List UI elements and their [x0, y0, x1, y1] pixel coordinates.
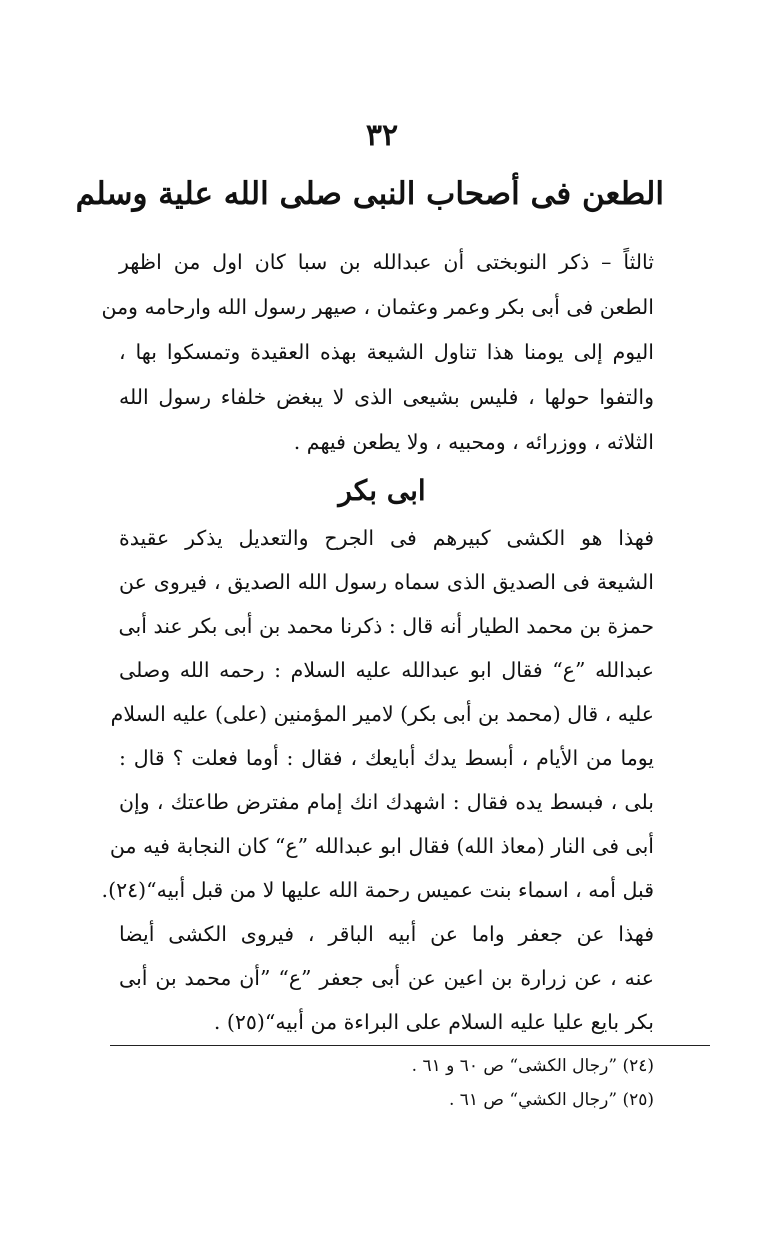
paragraph-line: الطعن فى أبى بكر وعمر وعثمان ، صيهر رسول الله وارحامه ومن [101, 295, 654, 319]
paragraph-line: عنه ، عن زرارة بن اعين عن أبى جعفر ”ع“ ”أن محمد بن أبى [119, 966, 654, 990]
footnote: (٢٤) ”رجال الكشى“ ص ٦٠ و ٦١ . [411, 1056, 654, 1076]
paragraph-line: يوما من الأيام ، أبسط يدك أبايعك ، فقال : أوما فعلت ؟ قال : [119, 746, 654, 770]
paragraph-line: عليه ، قال (محمد بن أبى بكر) لامير المؤمنين (على) عليه السلام [110, 702, 654, 726]
footnote: (٢٥) ”رجال الكشي“ ص ٦١ . [448, 1090, 654, 1110]
paragraph-line: قبل أمه ، اسماء بنت عميس رحمة الله عليها لا من قبل أبيه“(٢٤). [101, 878, 654, 902]
paragraph-line: فهذا عن جعفر واما عن أبيه الباقر ، فيروى الكشى أيضا [119, 922, 654, 946]
paragraph-line: ثالثاً – ذكر النوبختى أن عبدالله بن سبا كان اول من اظهر [119, 250, 654, 274]
paragraph-line: عبدالله ”ع“ فقال ابو عبدالله عليه السلام : رحمه الله وصلى [119, 658, 654, 682]
paragraph-line: بكر بايع عليا عليه السلام على البراءة من أبيه“(٢٥) . [213, 1010, 654, 1034]
paragraph-line: والتفوا حولها ، فليس بشيعى الذى لا يبغض خلفاء رسول الله [119, 385, 654, 409]
chapter-title: الطعن فى أصحاب النبى صلى الله علية وسلم [75, 176, 664, 212]
paragraph-line: فهذا هو الكشى كبيرهم فى الجرح والتعديل يذكر عقيدة [119, 526, 654, 550]
footnote-divider [110, 1045, 710, 1046]
paragraph-line: اليوم إلى يومنا هذا تناول الشيعة بهذه العقيدة وتمسكوا بها ، [119, 340, 654, 364]
page-number: ٣٢ [365, 118, 399, 153]
paragraph-line: الشيعة فى الصديق الذى سماه رسول الله الصديق ، فيروى عن [119, 570, 654, 594]
paragraph-line: حمزة بن محمد الطيار أنه قال : ذكرنا محمد بن أبى بكر عند أبى [118, 614, 654, 638]
paragraph-line: الثلاثه ، ووزرائه ، ومحبيه ، ولا يطعن فيهم . [293, 430, 654, 454]
paragraph-line: أبى فى النار (معاذ الله) فقال ابو عبدالله ”ع“ كان النجابة فيه من [109, 834, 654, 858]
section-heading: ابى بكر [338, 474, 426, 507]
paragraph-line: بلى ، فبسط يده فقال : اشهدك انك إمام مفترض طاعتك ، وإن [119, 790, 654, 814]
